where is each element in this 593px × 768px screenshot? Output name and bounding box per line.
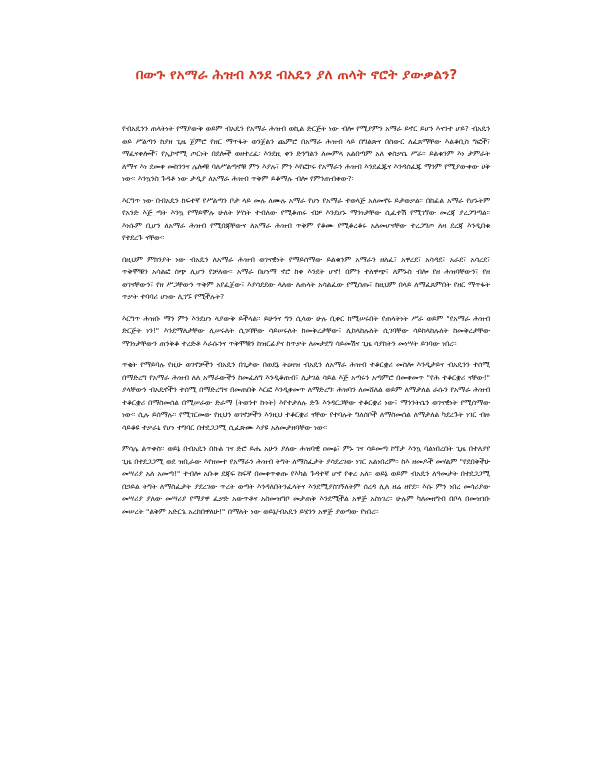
paragraph: የብአዴንን ጠላትነት የማያውቅ ወይም ብአዴን የአማራ ሕዝብ ወኪል ድርጅት ነው ብሎ የሚያምን አማራ ይኖር ይሆን እናንተ ሆይ? ብአዴን ወይ ሥልጣን ከያዘ ጊዜ ጀምሮ የዘር ማጥፋት ወንጀልን ጨምሮ በአማራ ሕዝብ ላይ በግልጽና በስውር ለፈጸማቸው እልቆቢስ ግፎች፣ ማፈናቀሎች፣ የኢኮኖሚ ጦርነት በደሎች ወዘተረፈ፡ እንደዚ ቀን ድንግልን ለመምላ አልበጣም አለ ቀስቃሴ ሥራ፡፡ ይልቁንም እነ ታምራት ለማና እነ ደመቀ መከንንና ሌሎቹ ባለሥልጣኖቹ ምን እያሉ፣ ምን እየፎኮሩ የአማራን ሕዝብ እንደፈጁና እንዳሰፈጁ ማንም የሚያውቀው ሀቅ ነው፡፡ እንኳንስ ጉዳቶ ነው ታዲያ ለአማራ ሕዝብ ጥቅም ይቆማሉ ብሎ የምንጠብቀው?፡ [122,124,490,183]
paragraph: ጥቂት የማይባሉ የዚሁ ወገኖቻችን ብአዴን በጊታው በወደኔ ትዕዛዝ ብአዴን ለአማራ ሕዝብ ተቆርቋሪ መስሎ እንዲታይና ብአዴንን ተሰሚ በማድረግ የአማራ ሕዝብ ለለ አማራውችን ከመፈለግ እንዲቆጠብ፣ ሊታገል ሳይል እጅ አጣሩን አጣምሮ በመቀመጥ "የሕ ተቆርቋሪ ናቸው!" ያላቸውን ብአዴኖችን ተሰሚ በማድረግና በመጠበቅ እርፎ እንዲቀመጥ ለማድረግ፡ ሕዝባን ለመሸለል ወይም ለማታለል ራሱን የአማራ ሕዝብ ተቆርቋሪ በማስመሰል በሚሠራው ድራማ (ትወንተ ኩነት) እየተታለሉ ድጉ እንዳርጋቸው ተቆርቋሪ ነው፣ ማንንትሴን ወገናዊነት የሚሰማው ነው፡፡ ሲሉ ይሰማሉ፡፡ የሚገርመው የዚህን ወገኖቻችን እንዚህ ተቆርቋሪ ናቸው የተባሉት ግለሰቦች ለማስመሰል ለማታለል ካደረጉት ነገር ብዙ ሳይቆዩ ተቃራኒ የሆነ ተግባር በተደጋጋሚ ሲፈጽሙ እያዩ አለመታዘባቸው ነው፡፡ [122,360,490,432]
document-title: በውጉ የአማራ ሕዝብ እንደ ብአዴን ያለ ጠላት ኖሮት ያውቃልን? [135,67,458,83]
paragraph: በዚህም ምክንያት ነው ብአዴን ለአማራ ሕዝብ ወገናዊነት የማይሰማው ይልቁንም አማራን ዘለፈ፣ አዋረደ፣ አሳዳደ፣ አራደ፣ አሳረደ፣ ጥቅሞቹን አሳልፎ ሰጭ ሊሆን የቻለው፡፡ አማራ በሆነማ ኖሮ ከቀ እንደት ሆኖ! በምን ተለዋጭ፣ ለምኑስ ብሎ የዘ ሕዝባቸውን፣ የዘ ወገናቸውን፣ የዘ ሥጋቸውን ጥቅም አየፈጀው፣ እያሳደደው ላለው ለጠላት አሳልፈው የሚሰጡ፣ ከዚህም በላይ ለማፈጸምበት የዘር ማጥፋት ጥቃት ተባባሪ ሆነው ሊገኙ የሚችሉት? [122,254,490,301]
document-body [122,123,490,527]
paragraph: እርግጥ ነው በብአዴን ከፍተኛ የሥልጣን ቦታ ላይ መሉ ለሙሉ አማራ የሆነ የአማራ ተወላጅ አለመኖሩ ይታወቃል፡፡ በከፊል አማራ የሆኑትም የአንድ እጅ ጣት እንኳ የማይሞሉ ሁለት ሦስት ተብለው የሚቆጠሩ ብቻ እንደሆኑ ማንነታቸው ሲፈተሽ የሚገኘው መረጃ ያረጋግጣል፡፡ እነሱም ቢሆን ለአማራ ሕዝብ የሚበጃቸውና ለአማራ ሕዝብ ጥቅም የቆሙ የሚቆረቆሩ አለመሆናቸው ተረጋግጦ ለዛ ደረጃ እንዲበቁ የተደረጉ ናቸው፡፡ [122,195,490,242]
paragraph: እርግጥ ሕዝቡ ማን ምን እንደሆነ ላያውቅ ይችላል፡፡ ይሁንና ግን ሲላው ሁሉ ቢቀር ከሚሠሩበት የጠላትነት ሥራ ወይም "የአማራ ሕዝብ ድርጅት ነን!" እንደማለታቸው ሊሠሩለት ሲገባቸው ሳይሠሩለት ከመቅረታቸው፣ ሊከላከሉለት ሲገባቸው ሳይከላከሉለት ከመቅረታቸው ማንነታቸውን ጠንቅቆ ተረድቶ እራሱንና ጥቅሞቹን ከዝርፊያና ከጥቃት ለመታደግ ሳይመሽና ጊዜ ሳያከትን መነሣት ይገባው ነበረ፡፡ [122,313,490,348]
paragraph: ምሳሌ ልጥቀስ፡፡ ወይኔ በብአዴን በኩል ገና ድሮ ይሔ አሁን ያለው ሕዝባዊ ዐመፅ፣ ምኑ ገና ሳይመጣ ኮኘታ እንኳ ባልነበረበት ጊዜ በተለያየ ጊዜ በተደጋጋሚ ወደ ዝቢራው እየዘመተ የአማራን ሕዝብ ትግት ለማስፈታት ያሳደረገው ነገር አልነበረም፡፡ ከእ ዘመዶች መሃልም "የደበቅችሁ መሣሪያ አለ አመጣ!" ተብሎ አቡቱ ደጃፍ ከፍኛ በመቀጥቀጡ የእካል ጉዳተኛ ሆኖ የቀረ አለ፡፡ ወይኔ ወይም ብአዴን ለዓመታት በተደጋጋሚ በኃይል ትግት ለማስፈታት ያደረገው ጥረት ወጣት እንዳለበትንፈላትና እንደሚያስገኝለትም ሰረዳ ሊለ ዘሬ ዘየደ፡፡ እሱ ምን ነበረ መሳሪያው መሣሪያ ያለው መሣሪያ የማያዋ ፈቃድ አውጥቶና አስመዝግቦ መታጠቅ እንደሚችል አዋጅ አስነገረ፡፡ ሁሉም ካለመዘግብ በቦላ በመዝገቡ መሠረት "ልቅም አድርጌ አረከበዋለሁ!" በማለት ነው ወይኔ/ብአዴን ይሄንን አዋጅ ያወጣው የነበረ፡፡ [122,444,490,516]
